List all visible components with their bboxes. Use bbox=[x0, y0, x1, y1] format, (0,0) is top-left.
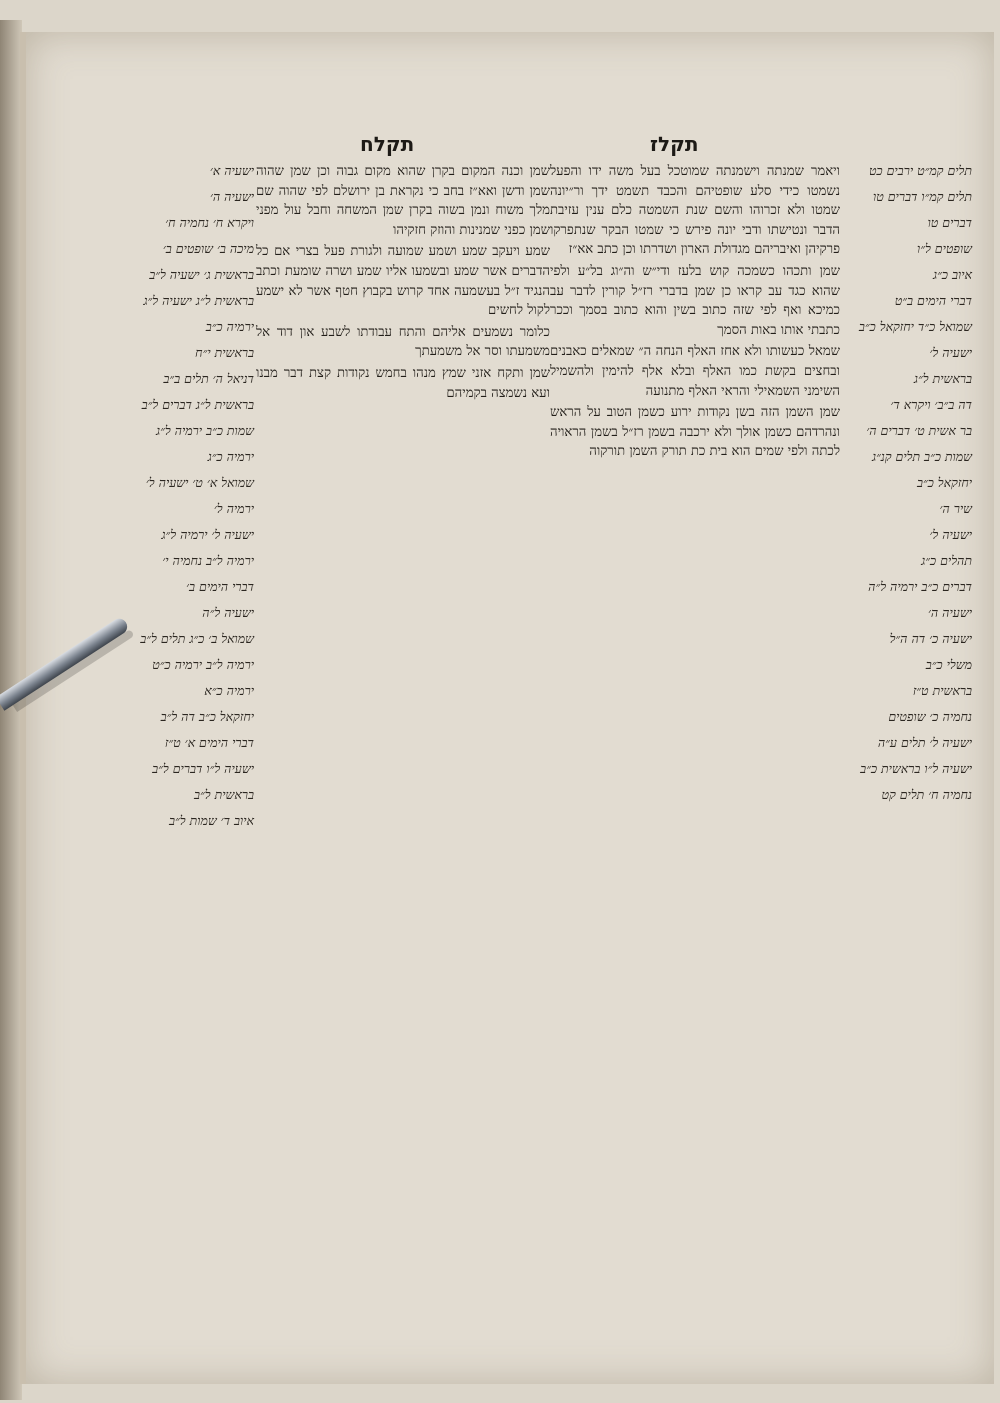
left-margin-note: שמואל א׳ ט׳ ישעיה ל׳ bbox=[145, 475, 254, 490]
left-margin-note: ירמיה כ״ב bbox=[205, 319, 254, 334]
left-margin-note: שמות כ״ב ירמיה ל״ג bbox=[155, 423, 254, 438]
left-margin-note: דברי הימים ב׳ bbox=[186, 579, 254, 594]
right-margin-note: שמואל כ״ד יחזקאל כ״ב bbox=[858, 319, 972, 334]
left-margin-note: בראשית ל״ג דברים ל״ב bbox=[141, 397, 254, 412]
right-margin-note: דברי הימים ב״ט bbox=[894, 293, 972, 308]
left-margin-note: ישעיה ל״ו דברים ל״ב bbox=[152, 761, 254, 776]
right-margin-note: איוב כ״ג bbox=[933, 267, 972, 282]
right-column-paragraph: שמן השמן הזה בשן נקודות ירוע כשמן הטוב על הראש ונהרדהם כשמן אולך ולא ירכבה בשמן רז״ל בשמן הראויה לכתה ולפי שמים הוא בית כת תורק השמן תורקוה bbox=[550, 405, 840, 460]
left-margin-note: בראשית י״ח bbox=[195, 345, 254, 360]
left-margin-note: דניאל ה׳ תלים ב״ב bbox=[163, 371, 254, 386]
right-margin-note: בראשית ט״ז bbox=[912, 683, 972, 698]
right-margin-note: נחמיה כ׳ שופטים bbox=[888, 709, 972, 724]
left-margin-note: ויקרא ח׳ נחמיה ח׳ bbox=[165, 215, 254, 230]
left-margin-note: ישעיה א׳ bbox=[209, 163, 254, 178]
right-margin-note: דברים טו bbox=[927, 215, 972, 230]
right-margin-note: יחזקאל כ״ב bbox=[916, 475, 972, 490]
right-margin-note: ישעיה ל׳ תלים ע״ה bbox=[877, 735, 972, 750]
right-margin-note: שמות כ״ב תלים קנ״ג bbox=[871, 449, 972, 464]
right-column-paragraph: שמאל כעשותו ולא אחז האלף הנחה ה״ שמאלים כאבנים ובחצים בקשת כמו האלף ובלא אלף להימין ולהשמיל השימני השמאילי והראי האלף מתנועה bbox=[550, 344, 840, 399]
text-column-left bbox=[256, 162, 550, 1172]
left-margin-note: ירמיה כ״ג bbox=[207, 449, 254, 464]
left-column-paragraph: שמן וכנה המקום בקרן שהוא מקום גבוה וכן שמן שהוה שמן ודשן ואא״ז בחב כי נקראת בן ירושלם לפי שהוה שם מלך משוח ונמן בשוה בקרן שמן המשחה וחבל עול מפני שמן כפני שמנינות והוזק חזקיהו bbox=[256, 164, 550, 238]
right-margin-note: בראשית ל״ג bbox=[913, 371, 972, 386]
right-margin-note: תלים קמ״ט ירבים כט bbox=[868, 163, 972, 178]
right-margin-note: ישעיה ל׳ bbox=[929, 345, 972, 360]
right-margin-note: ישעיה ל״ו בראשית כ״ב bbox=[860, 761, 972, 776]
right-margin-note: ישעיה ה׳ bbox=[928, 605, 972, 620]
margin-notes-right bbox=[842, 162, 972, 1222]
left-margin-note: ירמיה ל״ב נחמיה י׳ bbox=[162, 553, 254, 568]
left-margin-note: ירמיה ל׳ bbox=[213, 501, 254, 516]
right-margin-note: בר אשית ט׳ דברים ה׳ bbox=[866, 423, 972, 438]
left-margin-note: בראשית ג׳ ישעיה ל״ב bbox=[149, 267, 254, 282]
right-column-paragraph: ויאמר שמנתה וישמנתה שמוטכל בעל משה ידו והפעל נשמטו כידי סלע שופטיהם והכבד תשמט ידך ור״יונה שמטו ולא זכרוהו והשם שנת השמטה כלם ענין עזיבת הדבר ונטישתו ודבי יונה פירש כי שמטו הבקר שנתפרקו פרקיהן ואיבריהם מגדולת הארון ושדרתו וכן כתב אא״ז bbox=[550, 164, 840, 258]
left-column-paragraph: כלומר נשמעים אליהם והתח עבודתו לשבע און דוד אל משמעתו וסר אל משמעתך bbox=[256, 324, 550, 360]
left-margin-note: ישעיה ל״ה bbox=[202, 605, 254, 620]
left-margin-note: בראשית ל״ב bbox=[193, 787, 254, 802]
right-margin-note: דה ב״ב׳ ויקרא ד׳ bbox=[890, 397, 972, 412]
left-column-paragraph: שמע ויעקב שמע ושמע שמועה ולגורת פעל בצרי אם כל הדברים אשר שמע ובשמעו אליו שמע ושרה שומעת וכתב הנגיד ז״ל בעשמעה אחד קרוש בקבוץ חטף אשר לא ישמע לקול לחשים bbox=[256, 244, 550, 319]
running-head-right: תקלז bbox=[650, 132, 699, 156]
left-margin-note: בראשית ל״ג ישעיה ל״ג bbox=[143, 293, 254, 308]
left-margin-note: איוב ד׳ שמות ל״ב bbox=[169, 813, 254, 828]
right-margin-note: תהלים כ״ג bbox=[921, 553, 972, 568]
margin-notes-left bbox=[118, 162, 254, 1222]
running-head-left: תקלח bbox=[360, 132, 415, 156]
right-margin-note: משלי כ״ב bbox=[925, 657, 972, 672]
left-margin-note: מיכה ב׳ שופטים ב׳ bbox=[162, 241, 254, 256]
left-margin-note: יחזקאל כ״ב דה ל״ב bbox=[160, 709, 254, 724]
left-margin-note: דברי הימים א׳ ט״ז bbox=[164, 735, 254, 750]
right-margin-note: דברים כ״ב ירמיה ל״ה bbox=[868, 579, 972, 594]
right-margin-note: שיר ה׳ bbox=[939, 501, 972, 516]
left-margin-note: ירמיה ל״ב ירמיה כ״ט bbox=[152, 657, 254, 672]
right-margin-note: ישעיה ל׳ bbox=[929, 527, 972, 542]
left-margin-note: ישעיה ה׳ bbox=[210, 189, 254, 204]
left-margin-note: שמואל ב׳ כ״ג תלים ל״ב bbox=[140, 631, 254, 646]
right-margin-note: תלים קמ״ו דברים טו bbox=[873, 189, 972, 204]
left-margin-note: ישעיה ל׳ ירמיה ל״ג bbox=[161, 527, 254, 542]
right-column-paragraph: שמן ותכהו כשמכה קוש בלעז ודי״ש וה״וג בל״ע ולפי שהוא כגד עב קראו כן שמן בדברי רז״ל קורין לדבר עב כמיכא ואף לפי שזה כתוב בשין והוא כתוב בסמך וככר כתבתי אותו באות הסמך bbox=[550, 263, 840, 338]
text-column-right bbox=[550, 162, 840, 1212]
right-margin-note: נחמיה ח׳ תלים קט bbox=[881, 787, 972, 802]
left-margin-note: ירמיה כ״א bbox=[204, 683, 254, 698]
right-margin-note: שופטים ל״ו bbox=[917, 241, 972, 256]
right-margin-note: ישעיה כ׳ דה ה״ל bbox=[889, 631, 972, 646]
left-column-paragraph: שמן ותקח אזני שמץ מנהו בחמש נקודות קצת דבר מבנו ועא נשמצה בקמיהם bbox=[256, 365, 550, 401]
